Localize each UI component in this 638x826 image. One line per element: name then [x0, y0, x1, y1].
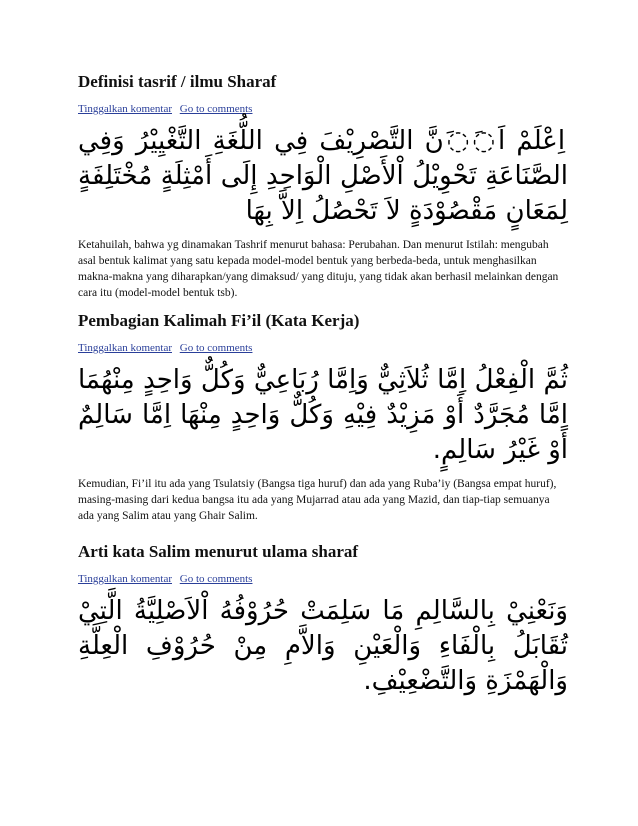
section-arti-salim — [78, 542, 568, 699]
go-to-comments-link[interactable]: Go to comments — [179, 103, 253, 115]
document-page — [78, 62, 568, 707]
leave-comment-link[interactable]: Tinggalkan komentar — [78, 573, 172, 585]
post-meta-links — [78, 102, 568, 116]
go-to-comments-link[interactable]: Go to comments — [179, 573, 253, 585]
section-title: Definisi tasrif / ilmu Sharaf — [78, 72, 277, 91]
leave-comment-link[interactable]: Tinggalkan komentar — [78, 103, 172, 115]
section-pembagian-kalimah — [78, 311, 568, 524]
translation-paragraph: Ketahuilah, bahwa yg dinamakan Tashrif menurut bahasa: Perubahan. Dan menurut Istilah: mengubah asal bentuk kalimat yang satu kepada model-model bentuk yang berbeda-beda, untuk menghasilkan makna-makna yang diharapkan/yang dimaksud/ yang dituju, yang tidak akan berhasil melainkan dengan cara itu (model-model bentuk tsb). — [78, 239, 559, 299]
post-meta-links — [78, 572, 568, 586]
section-definisi-tasrif — [78, 72, 568, 301]
post-meta-links — [78, 341, 568, 355]
arabic-text: ثُمَّ الْفِعْلُ اِمَّا ثُلاَثِيٌّ وَاِمَّا رُبَاعِيٌّ وَكُلٌّ وَاحِدٍ مِنْهُمَا اِمَّا مُجَرَّدٌ أَوْ مَزِيْدٌ فِيْهِ وَكُلٌّ وَاحِدٍ مِنْهَا اِمَّا سَالِمٌ أَوْ غَيْرُ سَالِمٍ. — [78, 365, 568, 465]
section-title: Pembagian Kalimah Fi’il (Kata Kerja) — [78, 311, 360, 330]
translation-paragraph: Kemudian, Fi’il itu ada yang Tsulatsiy (Bangsa tiga huruf) dan ada yang Ruba’iy (Bangsa empat huruf), masing-masing dari kedua bangsa itu ada yang Mujarrad atau ada yang Mazid, dan tiap-tiap semuanya ada yang Salim atau yang Ghair Salim. — [78, 478, 557, 522]
arabic-text: اِعْلَمْ اَ◌َ◌َنَّ التَّصْرِيْفَ فِي اللُّغَةِ التَّغْيِيْرُ وَفِي الصَّنَاعَةِ تَحْوِيْلُ اْلأَصْلِ الْوَاحِدِ إِلَى أَمْثِلَةٍ مُخْتَلِفَةٍ لِمَعَانٍ مَقْصُوْدَةٍ لاَ تَحْصُلُ اِلاَّ بِهَا — [78, 126, 568, 226]
leave-comment-link[interactable]: Tinggalkan komentar — [78, 342, 172, 354]
go-to-comments-link[interactable]: Go to comments — [179, 342, 253, 354]
section-title: Arti kata Salim menurut ulama sharaf — [78, 542, 359, 561]
arabic-text: وَنَعْنِيْ بِالسَّالِمِ مَا سَلِمَتْ حُرُوْفُهُ اْلاَصْلِيَّةُ الَّتِيْ تُقَابَلُ بِالْفَاءِ وَالْعَيْنِ وَالاَّمِ مِنْ حُرُوْفِ الْعِلَّةِ وَالْهَمْزَةِ وَالتَّضْعِيْفِ. — [78, 596, 568, 696]
